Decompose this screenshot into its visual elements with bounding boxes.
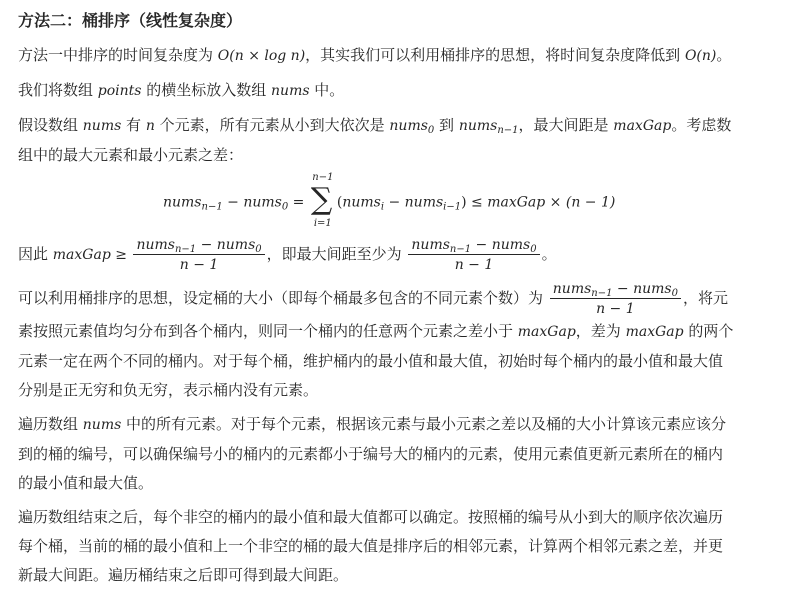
text: ，将元 (682, 289, 728, 307)
math-inline: maxGap (625, 324, 684, 340)
math-inline: nums (271, 83, 310, 99)
display-equation (18, 174, 780, 234)
paragraph-traverse-nums (18, 410, 780, 498)
text: 。 (716, 46, 732, 64)
math-inline: maxGap (517, 324, 576, 340)
text: 的横坐标放入数组 (141, 81, 272, 99)
text: ，差为 (575, 322, 626, 340)
math: maxGap (487, 194, 546, 211)
math-subscript: n−1 (591, 288, 613, 299)
paragraph-nums (18, 76, 780, 106)
math: ( (336, 194, 343, 211)
paragraph-therefore (18, 234, 780, 275)
fraction-denominator: n − 1 (596, 301, 635, 317)
text: 元素一定在两个不同的桶内。对于每个桶，维护桶内的最小值和最大值，初始时每个桶内的最小值和最大值 (18, 352, 724, 370)
math: nums (243, 194, 282, 211)
fraction (408, 236, 539, 273)
text: 到的桶的编号，可以确保编号小的桶内的元素都小于编号大的桶内的元素，使用元素值更新元素所在的桶内 (18, 445, 724, 463)
math-inline: points (97, 83, 142, 99)
math-inline: maxGap (613, 118, 672, 134)
text: 遍历数组结束之后，每个非空的桶内的最小值和最大值都可以确定。按照桶的编号从小到大的顺序依次遍历 (18, 508, 724, 526)
math-subscript: n−1 (174, 244, 197, 255)
math: nums (136, 237, 175, 253)
math-subscript: n−1 (497, 125, 519, 136)
text: 的最小值和最大值。 (18, 474, 154, 492)
math-inline: n (145, 118, 155, 134)
math-inline: nums (82, 417, 122, 433)
math-subscript: 0 (255, 244, 262, 255)
fraction (550, 280, 681, 317)
math: − nums (196, 237, 256, 253)
math: − (222, 194, 244, 211)
math: − (384, 194, 405, 211)
text: 中的所有元素。对于每个元素，根据该元素与最小元素之差以及桶的大小计算该元素应该分 (121, 415, 727, 433)
math: nums (404, 194, 444, 211)
text: 假设数组 (18, 116, 83, 134)
text: 素按照元素值均匀分布到各个桶内，则同一个桶内的任意两个元素之差小于 (18, 322, 518, 340)
math: ≤ (466, 194, 488, 211)
text: 的两个 (683, 322, 734, 340)
text: ，最大间距是 (518, 116, 614, 134)
paragraph-bucket-size (18, 280, 780, 405)
fraction-denominator: n − 1 (179, 257, 219, 273)
fraction-denominator: n − 1 (454, 257, 494, 273)
text: ，即最大间距至少为 (266, 245, 407, 263)
math-inline: O(n × log n) (217, 48, 306, 64)
math-inline: ≥ (110, 247, 132, 263)
math-inline: nums (82, 118, 122, 134)
math: ) (461, 194, 467, 211)
math: − nums (612, 281, 672, 297)
math-inline: nums (458, 118, 498, 134)
text: 中。 (309, 81, 345, 99)
paragraph-complexity (18, 41, 780, 71)
text: ，其实我们可以利用桶排序的思想，将时间复杂度降低到 (305, 46, 685, 64)
text: 每个桶，当前的桶的最小值和上一个非空的桶的最大值是排序后的相邻元素，计算两个相邻元素之差，并更 (18, 537, 724, 555)
text: 。考虑数 (671, 116, 732, 134)
math: nums (411, 237, 450, 253)
section-heading: 方法二：桶排序（线性复杂度） (18, 11, 243, 30)
math-subscript: 0 (427, 125, 435, 136)
math-inline: nums (389, 118, 428, 134)
text: 我们将数组 (18, 81, 98, 99)
text: 分别是正无穷和负无穷，表示桶内没有元素。 (18, 381, 319, 399)
math-subscript: 0 (530, 244, 537, 255)
math: nums (163, 194, 202, 211)
math-subscript: n−1 (201, 201, 223, 213)
fraction (133, 236, 264, 273)
math-subscript: 0 (281, 201, 289, 213)
sum-upper: n−1 (312, 172, 334, 183)
text: 新最大间距。遍历桶结束之后即可得到最大间距。 (18, 566, 349, 584)
math-subscript: 0 (671, 288, 678, 299)
math: (n − 1) (565, 194, 616, 211)
paragraph-traverse-buckets (18, 503, 780, 590)
text: 方法一中排序的时间复杂度为 (18, 46, 218, 64)
math-inline: O(n) (684, 48, 717, 64)
math-subscript: n−1 (449, 244, 472, 255)
math: × (545, 194, 566, 211)
math: − nums (471, 237, 531, 253)
sum-lower: i=1 (313, 218, 332, 229)
math: nums (552, 281, 592, 297)
text: 组中的最大元素和最小元素之差： (18, 146, 244, 164)
text: 遍历数组 (18, 415, 83, 433)
math: nums (342, 194, 381, 211)
math: = (288, 194, 309, 211)
math-inline: maxGap (52, 247, 111, 263)
text: 个元素，所有元素从小到大依次是 (154, 116, 390, 134)
text: 。 (541, 245, 557, 263)
text: 到 (434, 116, 459, 134)
paragraph-assume (18, 111, 780, 170)
math-subscript: i−1 (443, 201, 462, 213)
text: 可以利用桶排序的思想，设定桶的大小（即每个桶最多包含的不同元素个数）为 (18, 289, 548, 307)
math-subscript: i (380, 201, 385, 213)
summation (309, 174, 337, 230)
sigma-symbol: ∑ (310, 182, 333, 217)
text: 有 (121, 116, 146, 134)
text: 因此 (18, 245, 53, 263)
